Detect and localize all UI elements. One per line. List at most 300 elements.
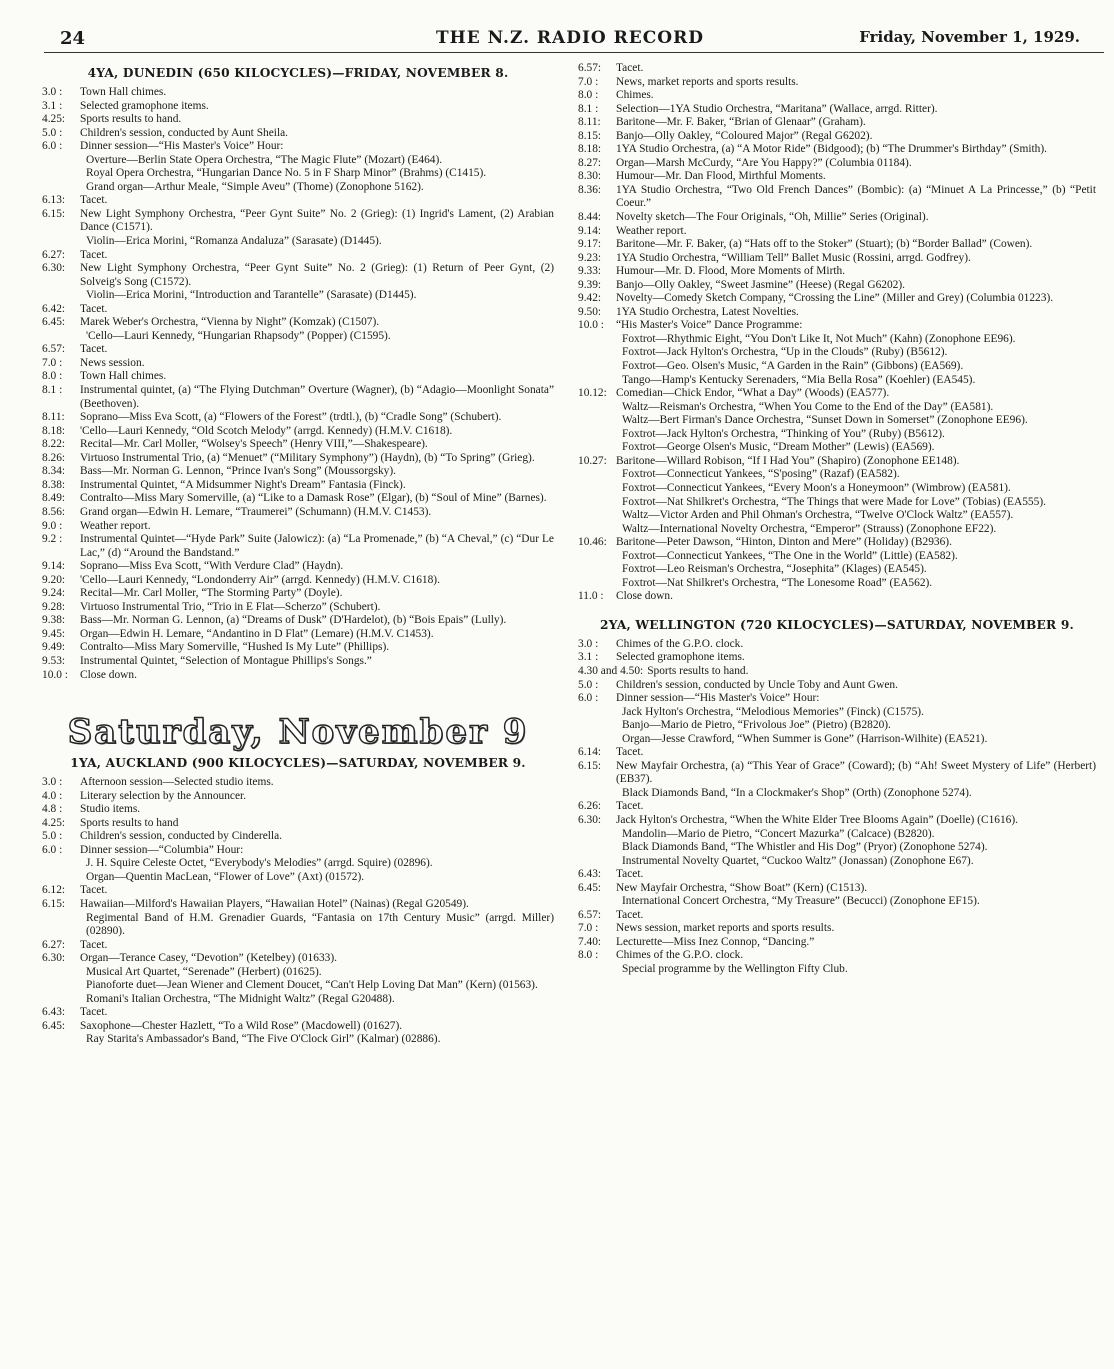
entry-time: 10.0 : xyxy=(42,668,68,681)
programme-entry xyxy=(578,130,1096,144)
entry-time: 8.38: xyxy=(42,478,66,491)
programme-entry xyxy=(578,868,1096,882)
programme-entry xyxy=(578,590,1096,604)
entry-text: Contralto—Miss Mary Somerville, (a) “Like to a Damask Rose” (Elgar), (b) “Soul of Mine” (Barnes). xyxy=(80,492,547,505)
programme-entry xyxy=(42,506,554,520)
programme-entry xyxy=(42,601,554,615)
programme-sub-entry: Romani's Italian Orchestra, “The Midnight Waltz” (Regal G20488). xyxy=(86,992,395,1005)
programme-entry xyxy=(578,922,1096,936)
entry-text: Selected gramophone items. xyxy=(616,651,745,664)
programme-entry xyxy=(42,208,554,235)
programme-sub-entry: Foxtrot—Connecticut Yankees, “S'posing” (Razaf) (EA582). xyxy=(622,468,900,481)
entry-time: 8.27: xyxy=(578,156,602,169)
page-header xyxy=(60,28,1080,52)
entry-text: 'Cello—Lauri Kennedy, “Londonderry Air” (arrgd. Kennedy) (H.M.V. C1618). xyxy=(80,573,440,586)
programme-entry xyxy=(578,800,1096,814)
entry-text: 1YA Studio Orchestra, Latest Novelties. xyxy=(616,305,799,318)
entry-text: Chimes of the G.P.O. clock. xyxy=(616,949,744,962)
programme-entry xyxy=(42,669,554,683)
entry-time: 6.26: xyxy=(578,800,602,813)
entry-time: 6.13: xyxy=(42,194,66,207)
programme-entry xyxy=(42,113,554,127)
entry-text: “His Master's Voice” Dance Programme: xyxy=(616,319,803,332)
entry-text: Afternoon session—Selected studio items. xyxy=(80,776,274,789)
entry-text: New Light Symphony Orchestra, “Peer Gynt Suite” No. 2 (Grieg): (1) Return of Peer Gynt, (2) Solveig's Song (C1572). xyxy=(80,262,554,288)
entry-text: Virtuoso Instrumental Trio, (a) “Menuet” (“Military Symphony”) (Haydn), (b) “To Spring” (Grieg). xyxy=(80,451,535,464)
entry-text: Comedian—Chick Endor, “What a Day” (Woods) (EA577). xyxy=(616,387,890,400)
entry-text: Recital—Mr. Carl Moller, “Wolsey's Speech” (Henry VIII,”—Shakespeare). xyxy=(80,438,428,451)
entry-text: Tacet. xyxy=(80,1006,108,1019)
entry-text: 1YA Studio Orchestra, “Two Old French Dances” (Bombic): (a) “Minuet A La Princesse,” (b) “Petit Coeur.” xyxy=(616,183,1096,210)
entry-text: Humour—Mr. D. Flood, More Moments of Mirth. xyxy=(616,265,846,278)
entry-text: Virtuoso Instrumental Trio, “Trio in E Flat—Scherzo” (Schubert). xyxy=(80,600,381,613)
entry-text: Chimes. xyxy=(616,89,654,102)
entry-text: Recital—Mr. Carl Moller, “The Storming Party” (Doyle). xyxy=(80,587,343,600)
programme-sub-entry: Foxtrot—Connecticut Yankees, “Every Moon's a Honeymoon” (Wimbrow) (EA581). xyxy=(622,481,1011,494)
programme-sub-entry: Organ—Quentin MacLean, “Flower of Love” (Axt) (01572). xyxy=(86,870,365,883)
entry-text: News session. xyxy=(80,356,145,369)
entry-text: Marek Weber's Orchestra, “Vienna by Night” (Komzak) (C1507). xyxy=(80,316,380,329)
programme-entry xyxy=(578,455,1096,469)
programme-entry xyxy=(42,316,554,330)
programme-entry xyxy=(42,790,554,804)
entry-time: 8.30: xyxy=(578,170,602,183)
entry-time: 4.8 : xyxy=(42,803,63,816)
entry-text: 1YA Studio Orchestra, “William Tell” Ballet Music (Rossini, arrgd. Godfrey). xyxy=(616,251,971,264)
entry-time: 6.27: xyxy=(42,938,66,951)
entry-text: Baritone—Mr. F. Baker, (a) “Hats off to the Stoker” (Stuart); (b) “Border Ballad” (Cowen). xyxy=(616,238,1033,251)
programme-entry xyxy=(578,909,1096,923)
programme-entry xyxy=(42,425,554,439)
entry-time: 10.0 : xyxy=(578,319,604,332)
programme-entry xyxy=(578,238,1096,252)
entry-time: 8.26: xyxy=(42,451,66,464)
programme-sub-entry: Pianoforte duet—Jean Wiener and Clement Doucet, “Can't Help Loving Dat Man” (Kern) (01563). xyxy=(86,979,538,992)
entry-text: Dinner session—“His Master's Voice” Hour: xyxy=(616,692,820,705)
programme-entry xyxy=(42,560,554,574)
entry-time: 9.49: xyxy=(42,641,66,654)
entry-time: 9.42: xyxy=(578,292,602,305)
entry-text: Dinner session—“His Master's Voice” Hour: xyxy=(80,140,284,153)
entry-time: 3.1 : xyxy=(578,651,599,664)
entry-time: 4.30 and 4.50: xyxy=(578,664,644,677)
programme-sub-entry: Special programme by the Wellington Fifty Club. xyxy=(622,963,848,975)
entry-time: 8.11: xyxy=(42,411,65,424)
entry-time: 6.30: xyxy=(578,813,602,826)
auckland-heading: 1YA, AUCKLAND (900 KILOCYCLES)—SATURDAY, NOVEMBER 9. xyxy=(70,756,526,771)
programme-sub-entry: Overture—Berlin State Opera Orchestra, “The Magic Flute” (Mozart) (E464). xyxy=(86,153,443,166)
entry-time: 3.0 : xyxy=(42,86,63,98)
programme-sub-entry: Violin—Erica Morini, “Romanza Andaluza” (Sarasate) (D1445). xyxy=(86,235,382,248)
programme-entry xyxy=(42,898,554,912)
entry-text: Bass—Mr. Norman G. Lennon, (a) “Dreams of Dusk” (D'Hardelot), (b) “Bois Epais” (Lully). xyxy=(80,614,507,627)
programme-entry xyxy=(42,438,554,452)
programme-entry xyxy=(578,89,1096,103)
entry-time: 6.0 : xyxy=(42,843,63,856)
entry-text: Weather report. xyxy=(80,519,151,532)
entry-time: 6.15: xyxy=(42,207,66,220)
programme-entry xyxy=(42,817,554,831)
programme-entry xyxy=(42,844,554,858)
entry-time: 4.25: xyxy=(42,113,66,126)
entry-text: Contralto—Miss Mary Somerville, “Hushed Is My Lute” (Phillips). xyxy=(80,641,390,654)
programme-entry xyxy=(42,127,554,141)
entry-time: 3.0 : xyxy=(578,637,599,650)
programme-entry xyxy=(578,814,1096,828)
programme-entry xyxy=(578,225,1096,239)
programme-entry xyxy=(578,638,1096,652)
entry-time: 6.30: xyxy=(42,262,66,275)
programme-entry xyxy=(42,655,554,669)
entry-time: 6.45: xyxy=(42,316,66,329)
programme-entry xyxy=(42,533,554,560)
entry-text: Tacet. xyxy=(80,248,108,261)
programme-entry xyxy=(578,306,1096,320)
programme-entry xyxy=(42,343,554,357)
programme-entry xyxy=(578,76,1096,90)
entry-text: Tacet. xyxy=(80,343,108,356)
entry-time: 9.24: xyxy=(42,587,66,600)
auckland-programme xyxy=(42,776,554,1047)
entry-text: Tacet. xyxy=(80,884,108,897)
entry-time: 6.30: xyxy=(42,952,66,965)
programme-entry xyxy=(578,651,1096,665)
programme-entry xyxy=(578,679,1096,693)
entry-time: 7.0 : xyxy=(578,75,599,88)
entry-text: Sports results to hand. xyxy=(647,664,749,677)
entry-text: Soprano—Miss Eva Scott, “With Verdure Clad” (Haydn). xyxy=(80,560,344,573)
entry-text: Tacet. xyxy=(80,302,108,315)
entry-text: Tacet. xyxy=(80,194,108,207)
programme-entry xyxy=(42,357,554,371)
programme-sub-entry: Black Diamonds Band, “In a Clockmaker's Shop” (Orth) (Zonophone 5274). xyxy=(622,786,972,799)
programme-entry xyxy=(578,746,1096,760)
entry-time: 9.0 : xyxy=(42,519,63,532)
entry-text: Tacet. xyxy=(80,938,108,951)
programme-entry xyxy=(578,949,1096,963)
programme-sub-entry: Mandolin—Mario de Pietro, “Concert Mazurka” (Calcace) (B2820). xyxy=(622,827,935,840)
entry-time: 6.57: xyxy=(578,62,602,74)
entry-text: Selected gramophone items. xyxy=(80,99,209,112)
entry-time: 8.0 : xyxy=(578,949,599,962)
entry-time: 6.0 : xyxy=(42,140,63,153)
programme-entry xyxy=(578,882,1096,896)
entry-text: Instrumental Quintet, “A Midsummer Night's Dream” Fantasia (Finck). xyxy=(80,478,406,491)
programme-entry xyxy=(578,143,1096,157)
entry-text: New Mayfair Orchestra, (a) “This Year of Grace” (Coward); (b) “Ah! Sweet Mystery of Life” (Herbert) (EB37). xyxy=(616,759,1096,786)
programme-sub-entry: Waltz—Bert Firman's Dance Orchestra, “Sunset Down in Somerset” (Zonophone EE96). xyxy=(622,414,1028,427)
entry-time: 10.27: xyxy=(578,454,607,467)
entry-time: 6.57: xyxy=(42,343,66,356)
programme-sub-entry: Foxtrot—George Olsen's Music, “Dream Mother” (Lewis) (EA569). xyxy=(622,441,935,454)
entry-time: 8.34: xyxy=(42,465,66,478)
entry-time: 8.18: xyxy=(42,424,66,437)
entry-text: Lecturette—Miss Inez Connop, “Dancing.” xyxy=(616,935,815,948)
programme-sub-entry: Ray Starita's Ambassador's Band, “The Five O'Clock Girl” (Kalmar) (02886). xyxy=(86,1033,441,1046)
entry-time: 6.42: xyxy=(42,302,66,315)
programme-sub-entry: Grand organ—Arthur Meale, “Simple Aveu” (Thome) (Zonophone 5162). xyxy=(86,180,424,193)
entry-time: 8.1 : xyxy=(42,384,63,397)
programme-sub-entry: Jack Hylton's Orchestra, “Melodious Memories” (Finck) (C1575). xyxy=(622,705,924,718)
entry-time: 9.14: xyxy=(578,224,602,237)
programme-entry xyxy=(578,292,1096,306)
entry-text: Town Hall chimes. xyxy=(80,86,167,98)
wellington-programme xyxy=(578,638,1096,977)
programme-entry xyxy=(42,1006,554,1020)
programme-entry xyxy=(578,936,1096,950)
entry-text: Bass—Mr. Norman G. Lennon, “Prince Ivan's Song” (Moussorgsky). xyxy=(80,465,397,478)
entry-time: 3.0 : xyxy=(42,776,63,789)
programme-entry xyxy=(42,803,554,817)
entry-time: 6.43: xyxy=(42,1006,66,1019)
entry-time: 5.0 : xyxy=(42,830,63,843)
entry-time: 9.38: xyxy=(42,614,66,627)
programme-entry xyxy=(42,641,554,655)
entry-text: Organ—Terance Casey, “Devotion” (Ketelbey) (01633). xyxy=(80,952,337,965)
programme-sub-entry: Tango—Hamp's Kentucky Serenaders, “Mia Bella Rosa” (Koehler) (EA545). xyxy=(622,373,976,386)
programme-entry xyxy=(578,184,1096,211)
entry-text: Studio items. xyxy=(80,803,141,816)
programme-entry xyxy=(578,103,1096,117)
programme-sub-entry: Black Diamonds Band, “The Whistler and His Dog” (Pryor) (Zonophone 5274). xyxy=(622,841,988,854)
entry-time: 9.39: xyxy=(578,278,602,291)
entry-text: Close down. xyxy=(616,590,673,603)
entry-time: 11.0 : xyxy=(578,590,604,603)
programme-entry xyxy=(42,249,554,263)
programme-sub-entry: Foxtrot—Jack Hylton's Orchestra, “Thinking of You” (Ruby) (B5612). xyxy=(622,427,945,440)
entry-time: 5.0 : xyxy=(578,678,599,691)
entry-time: 4.0 : xyxy=(42,789,63,802)
programme-sub-entry: J. H. Squire Celeste Octet, “Everybody's Melodies” (arrgd. Squire) (02896). xyxy=(86,857,433,870)
programme-sub-entry: Organ—Jesse Crawford, “When Summer is Gone” (Harrison-Wilhite) (EA521). xyxy=(622,732,988,745)
programme-sub-entry: Foxtrot—Jack Hylton's Orchestra, “Up in the Clouds” (Ruby) (B5612). xyxy=(622,346,948,359)
dunedin-programme xyxy=(42,86,554,682)
auckland-programme-continued xyxy=(578,62,1096,604)
programme-entry xyxy=(42,140,554,154)
entry-text: Tacet. xyxy=(616,62,644,74)
programme-entry xyxy=(42,452,554,466)
programme-sub-entry: Musical Art Quartet, “Serenade” (Herbert) (01625). xyxy=(86,965,322,978)
entry-time: 4.25: xyxy=(42,816,66,829)
programme-entry xyxy=(578,62,1096,76)
entry-text: Dinner session—“Columbia” Hour: xyxy=(80,843,244,856)
entry-text: Humour—Mr. Dan Flood, Mirthful Moments. xyxy=(616,170,826,183)
entry-text: Sports results to hand xyxy=(80,816,179,829)
entry-time: 9.20: xyxy=(42,573,66,586)
entry-text: Children's session, conducted by Cinderella. xyxy=(80,830,282,843)
entry-time: 6.45: xyxy=(42,1019,66,1032)
entry-time: 7.0 : xyxy=(578,922,599,935)
entry-time: 6.12: xyxy=(42,884,66,897)
programme-entry xyxy=(42,194,554,208)
entry-text: Literary selection by the Announcer. xyxy=(80,789,247,802)
programme-sub-entry: Regimental Band of H.M. Grenadier Guards, “Fantasia on 17th Century Music” (arrgd. Miller) (02890). xyxy=(86,911,554,938)
entry-time: 9.50: xyxy=(578,305,602,318)
entry-text: Hawaiian—Milford's Hawaiian Players, “Hawaiian Hotel” (Nainas) (Regal G20549). xyxy=(80,897,469,910)
programme-entry xyxy=(42,614,554,628)
programme-sub-entry: Waltz—Victor Arden and Phil Ohman's Orchestra, “Twelve O'Clock Waltz” (EA557). xyxy=(622,509,1014,522)
entry-time: 6.43: xyxy=(578,868,602,881)
entry-time: 9.33: xyxy=(578,265,602,278)
entry-time: 6.27: xyxy=(42,248,66,261)
entry-text: Weather report. xyxy=(616,224,687,237)
programme-entry xyxy=(42,776,554,790)
entry-text: Children's session, conducted by Uncle Toby and Aunt Gwen. xyxy=(616,678,898,691)
programme-entry xyxy=(578,536,1096,550)
programme-entry xyxy=(578,116,1096,130)
programme-entry xyxy=(42,492,554,506)
right-column xyxy=(578,62,1096,977)
entry-text: Baritone—Mr. F. Baker, “Brian of Glenaar” (Graham). xyxy=(616,116,866,129)
programme-entry xyxy=(42,370,554,384)
left-column xyxy=(42,62,554,1047)
entry-time: 8.0 : xyxy=(578,89,599,102)
programme-entry xyxy=(42,574,554,588)
programme-entry xyxy=(578,387,1096,401)
entry-time: 8.0 : xyxy=(42,370,63,383)
programme-sub-entry: Foxtrot—Rhythmic Eight, “You Don't Like It, Not Much” (Kahn) (Zonophone EE96). xyxy=(622,332,1016,345)
entry-text: Novelty sketch—The Four Originals, “Oh, Millie” Series (Original). xyxy=(616,211,929,224)
entry-text: Town Hall chimes. xyxy=(80,370,167,383)
programme-entry xyxy=(42,830,554,844)
entry-text: Instrumental Quintet, “Selection of Montague Phillips's Songs.” xyxy=(80,654,372,667)
entry-text: Tacet. xyxy=(616,746,644,759)
wellington-heading: 2YA, WELLINGTON (720 KILOCYCLES)—SATURDAY, NOVEMBER 9. xyxy=(600,617,1074,632)
header-rule xyxy=(44,52,1104,53)
programme-entry xyxy=(42,939,554,953)
programme-sub-entry: Instrumental Novelty Quartet, “Cuckoo Waltz” (Jonassan) (Zonophone E67). xyxy=(622,854,974,867)
programme-entry xyxy=(578,319,1096,333)
entry-time: 5.0 : xyxy=(42,126,63,139)
entry-time: 8.36: xyxy=(578,183,602,196)
entry-time: 10.12: xyxy=(578,387,607,400)
entry-time: 8.1 : xyxy=(578,102,599,115)
entry-time: 8.56: xyxy=(42,505,66,518)
entry-time: 8.18: xyxy=(578,143,602,156)
entry-time: 7.40: xyxy=(578,935,602,948)
programme-entry xyxy=(578,760,1096,787)
entry-text: 1YA Studio Orchestra, (a) “A Motor Ride” (Bidgood); (b) “The Drummer's Birthday” (Smith). xyxy=(616,143,1048,156)
entry-time: 8.22: xyxy=(42,438,66,451)
entry-text: New Light Symphony Orchestra, “Peer Gynt Suite” No. 2 (Grieg): (1) Ingrid's Lament, (2) Arabian Dance (C1571). xyxy=(80,207,554,234)
entry-text: Baritone—Willard Robison, “If I Had You” (Shapiro) (Zonophone EE148). xyxy=(616,454,960,467)
entry-text: Organ—Edwin H. Lemare, “Andantino in D Flat” (Lemare) (H.M.V. C1453). xyxy=(80,627,434,640)
entry-text: Instrumental quintet, (a) “The Flying Dutchman” Overture (Wagner), (b) “Adagio—Moonlight Sonata” (Beethoven). xyxy=(80,384,554,410)
programme-entry xyxy=(42,479,554,493)
entry-time: 10.46: xyxy=(578,536,607,549)
programme-entry xyxy=(578,170,1096,184)
entry-time: 6.15: xyxy=(578,759,602,772)
programme-entry xyxy=(578,157,1096,171)
entry-text: New Mayfair Orchestra, “Show Boat” (Kern) (C1513). xyxy=(616,881,868,894)
entry-text: Chimes of the G.P.O. clock. xyxy=(616,637,744,650)
entry-time: 9.53: xyxy=(42,654,66,667)
programme-entry xyxy=(578,692,1096,706)
entry-text: 'Cello—Lauri Kennedy, “Old Scotch Melody” (arrgd. Kennedy) (H.M.V. C1618). xyxy=(80,424,453,437)
programme-sub-entry: Waltz—International Novelty Orchestra, “Emperor” (Strauss) (Zonophone EF22). xyxy=(622,522,997,535)
entry-time: 8.15: xyxy=(578,129,602,142)
entry-time: 9.23: xyxy=(578,251,602,264)
programme-entry xyxy=(42,262,554,289)
entry-text: Novelty—Comedy Sketch Company, “Crossing the Line” (Miller and Grey) (Columbia 01223). xyxy=(616,292,1054,305)
entry-time: 8.11: xyxy=(578,116,601,129)
programme-entry xyxy=(42,952,554,966)
entry-time: 8.49: xyxy=(42,492,66,505)
entry-text: Saxophone—Chester Hazlett, “To a Wild Rose” (Macdowell) (01627). xyxy=(80,1019,403,1032)
entry-text: Selection—1YA Studio Orchestra, “Maritana” (Wallace, arrgd. Ritter). xyxy=(616,102,938,115)
entry-text: Children's session, conducted by Aunt Sheila. xyxy=(80,126,289,139)
programme-sub-entry: Royal Opera Orchestra, “Hungarian Dance No. 5 in F Sharp Minor” (Brahms) (C1415). xyxy=(86,167,487,180)
entry-text: Grand organ—Edwin H. Lemare, “Traumerei” (Schumann) (H.M.V. C1453). xyxy=(80,505,432,518)
entry-time: 6.15: xyxy=(42,897,66,910)
programme-entry xyxy=(42,884,554,898)
entry-text: Close down. xyxy=(80,668,137,681)
entry-time: 9.45: xyxy=(42,627,66,640)
programme-entry xyxy=(42,86,554,100)
entry-text: Baritone—Peter Dawson, “Hinton, Dinton and Mere” (Holiday) (B2936). xyxy=(616,536,952,549)
programme-entry xyxy=(42,1020,554,1034)
entry-time: 8.44: xyxy=(578,211,602,224)
programme-entry xyxy=(42,465,554,479)
entry-time: 9.28: xyxy=(42,600,66,613)
entry-text: Soprano—Miss Eva Scott, (a) “Flowers of the Forest” (trdtl.), (b) “Cradle Song” (Schubert). xyxy=(80,411,502,424)
programme-entry xyxy=(578,211,1096,225)
entry-text: Tacet. xyxy=(616,800,644,813)
programme-sub-entry: Foxtrot—Connecticut Yankees, “The One in the World” (Little) (EA582). xyxy=(622,549,958,562)
entry-time: 6.57: xyxy=(578,908,602,921)
entry-text: Banjo—Olly Oakley, “Sweet Jasmine” (Heese) (Regal G6202). xyxy=(616,278,906,291)
entry-text: Banjo—Olly Oakley, “Coloured Major” (Regal G6202). xyxy=(616,129,873,142)
programme-sub-entry: 'Cello—Lauri Kennedy, “Hungarian Rhapsody” (Popper) (C1595). xyxy=(86,329,391,342)
entry-time: 3.1 : xyxy=(42,99,63,112)
entry-text: News, market reports and sports results. xyxy=(616,75,799,88)
programme-entry xyxy=(578,252,1096,266)
programme-entry xyxy=(42,411,554,425)
entry-time: 9.14: xyxy=(42,560,66,573)
entry-text: Organ—Marsh McCurdy, “Are You Happy?” (Columbia 01184). xyxy=(616,156,912,169)
programme-sub-entry: Foxtrot—Nat Shilkret's Orchestra, “The Things that were Made for Love” (Tobias) (EA555). xyxy=(622,495,1046,508)
programme-sub-entry: Waltz—Reisman's Orchestra, “When You Come to the End of the Day” (EA581). xyxy=(622,400,994,413)
entry-text: Jack Hylton's Orchestra, “When the White Elder Tree Blooms Again” (Doelle) (C1616). xyxy=(616,813,1018,826)
page-number: 24 xyxy=(60,28,86,49)
programme-entry xyxy=(42,303,554,317)
programme-entry xyxy=(42,100,554,114)
programme-entry xyxy=(42,587,554,601)
programme-sub-entry: Foxtrot—Geo. Olsen's Music, “A Garden in the Rain” (Gibbons) (EA569). xyxy=(622,360,964,373)
entry-text: Instrumental Quintet—“Hyde Park” Suite (Jalowicz): (a) “La Promenade,” (b) “A Cheval,” (c) “Dur Le Lac,” (d) “Around the Bandstand.” xyxy=(80,533,554,559)
programme-entry xyxy=(578,265,1096,279)
entry-time: 7.0 : xyxy=(42,356,63,369)
entry-text: Tacet. xyxy=(616,908,644,921)
programme-sub-entry: Foxtrot—Leo Reisman's Orchestra, “Josephita” (Klages) (EA545). xyxy=(622,563,927,576)
programme-entry xyxy=(42,628,554,642)
entry-time: 6.45: xyxy=(578,881,602,894)
publication-title: THE N.Z. RADIO RECORD xyxy=(436,28,704,48)
entry-time: 9.2 : xyxy=(42,533,63,546)
dunedin-heading: 4YA, DUNEDIN (650 KILOCYCLES)—FRIDAY, NOVEMBER 8. xyxy=(87,66,509,80)
programme-entry xyxy=(42,384,554,411)
issue-date: Friday, November 1, 1929. xyxy=(859,28,1080,46)
programme-entry xyxy=(578,279,1096,293)
programme-entry xyxy=(578,665,1096,679)
entry-time: 6.14: xyxy=(578,746,602,759)
programme-sub-entry: Violin—Erica Morini, “Introduction and Tarantelle” (Sarasate) (D1445). xyxy=(86,289,417,302)
programme-sub-entry: International Concert Orchestra, “My Treasure” (Becucci) (Zonophone EF15). xyxy=(622,895,980,908)
entry-text: Sports results to hand. xyxy=(80,113,182,126)
entry-text: News session, market reports and sports results. xyxy=(616,922,835,935)
saturday-banner: Saturday, November 9 xyxy=(67,712,529,753)
programme-sub-entry: Banjo—Mario de Pietro, “Frivolous Joe” (Pietro) (B2820). xyxy=(622,719,891,732)
